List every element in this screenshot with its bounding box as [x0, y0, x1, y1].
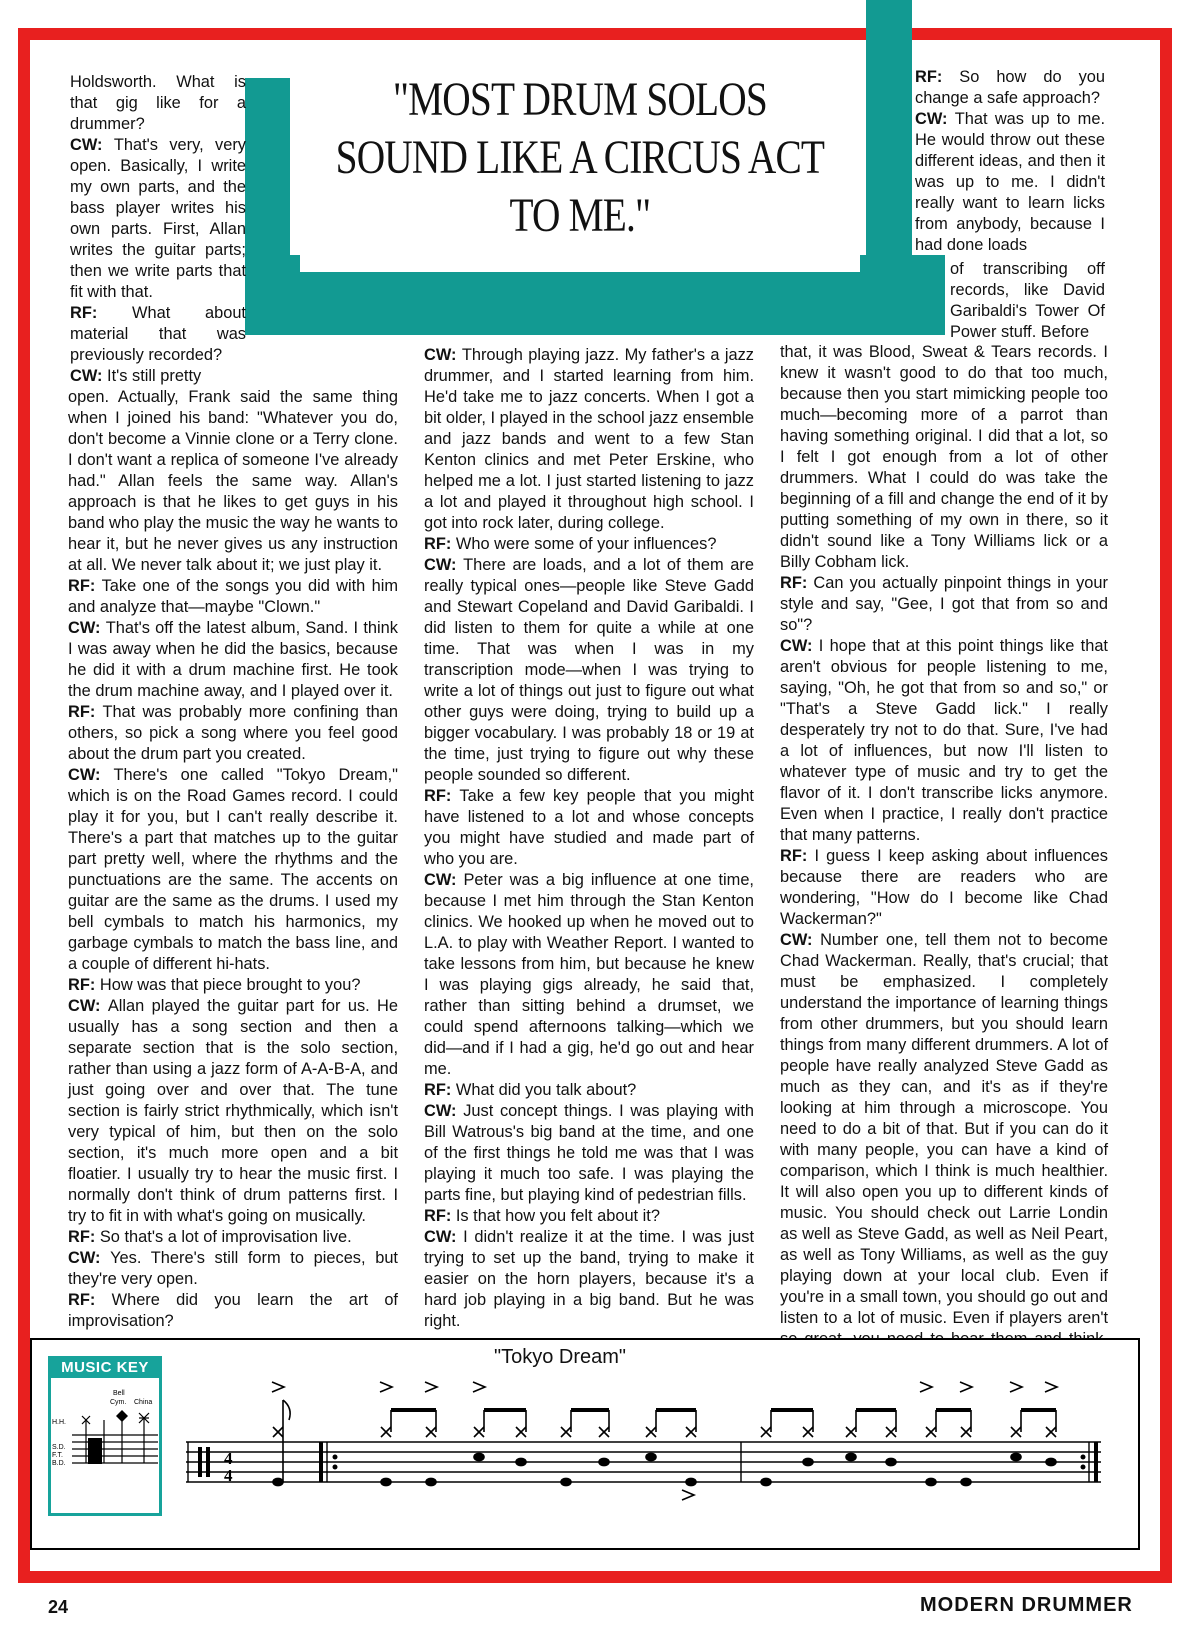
speaker-label: CW: [70, 367, 108, 385]
paragraph-text: open. Actually, Frank said the same thing when I joined his band: "Whatever you do, don't become a Vinnie clone or a Terry clone. I don't want a replica of someone I've already had." Allan feels the same way. Allan's approach is that he likes to get guys in his band who play the music the way he wants to hear it, but he never gives us any instruction at all. We never talk about it; we just play it. [68, 388, 398, 574]
paragraph [68, 1290, 398, 1332]
paragraph-text: I guess I keep asking about influences because there are readers who are wondering, "How do I become like Chad Wackerman?" [780, 847, 1108, 928]
paragraph-text: That was up to me. He would throw out these different ideas, and then it was up to me. I didn't really want to learn licks from anybody, because I had done loads [915, 110, 1105, 254]
paragraph [70, 303, 246, 366]
paragraph-text: That was probably more confining than others, so pick a song where you feel good about the drum part you created. [68, 703, 398, 763]
paragraph [424, 786, 754, 870]
notation-title: "Tokyo Dream" [493, 1346, 626, 1368]
key-label-china: China [134, 1399, 153, 1406]
paragraph-text: Take one of the songs you did with him and analyze that—maybe "Clown." [68, 577, 398, 616]
key-label-bell: Bell [113, 1390, 125, 1397]
column-3-middle [950, 259, 1105, 343]
paragraph-text: What about material that was previously recorded? [70, 304, 246, 364]
paragraph-text: Yes. There's still form to pieces, but they're very open. [68, 1249, 398, 1288]
paragraph [780, 573, 1108, 636]
paragraph [950, 259, 1105, 343]
paragraph [780, 636, 1108, 846]
column-3-top [915, 67, 1105, 256]
paragraph [424, 534, 754, 555]
speaker-label: CW: [68, 997, 108, 1015]
magazine-name: MODERN DRUMMER [920, 1594, 1133, 1616]
paragraph-text: Who were some of your influences? [455, 535, 717, 553]
paragraph [424, 1101, 754, 1206]
key-label-bd: B.D. [52, 1460, 66, 1467]
paragraph-text: How was that piece brought to you? [99, 976, 361, 994]
paragraph [70, 72, 246, 135]
paragraph-text: I didn't realize it at the time. I was just trying to set up the band, trying to make it easier on the horn players, because it's a hard job playing in a big band. But he was right. [424, 1228, 754, 1330]
paragraph [424, 1080, 754, 1101]
paragraph-text: Number one, tell them not to become Chad Wackerman. Really, that's crucial; that must be emphasized. I completely understand the importance of learning things from other drummers, but you should learn things from many different drummers. A lot of people have really analyzed Steve Gadd as much as they can, and it's as if they're looking at him through a microscope. You need to do a bit of that. But if you can do it with many people, you can have a kind of comparison, which I think is much healthier. It will also open you up to different kinds of music. You should check out Larrie Londin as well as Steve Gadd, as well as Neil Peart, as well as Tony Williams, as well as the guy playing down at your local club. Even if you're in a small town, you should go out and listen to a lot of music. Even if players aren't [780, 931, 1108, 1327]
paragraph-text: Take a few key people that you might have listened to a lot and whose concepts you might have studied and made part of who you are. [424, 787, 754, 868]
speaker-label: RF: [424, 787, 460, 805]
paragraph [424, 555, 754, 786]
speaker-label: CW: [780, 931, 821, 949]
speaker-label: RF: [424, 1207, 456, 1225]
paragraph [70, 366, 246, 387]
paragraph [424, 1227, 754, 1332]
svg-text:4: 4 [224, 1466, 233, 1485]
pull-quote-line: TO ME." [509, 189, 651, 242]
speaker-label: CW: [70, 136, 114, 154]
paragraph-text: That's very, very open. Basically, I write my own parts, and the bass player writes his own parts. First, Allan writes the guitar parts; then we write parts that fit with that. [70, 136, 247, 301]
column-3-bottom [780, 342, 1108, 1371]
paragraph [780, 846, 1108, 930]
paragraph-text: Peter was a big influence at one time, because I met him through the Stan Kenton clinics. We hooked up when he moved out to L.A. to play with Weather Report. I wanted to take lessons from him, but because he knew I was playing gigs already, he said that, rather than sitting behind a drumset, we could spend afternoons talking—which we did—and if I had a gig, he'd go out and hear me. [424, 871, 754, 1078]
paragraph [68, 996, 398, 1227]
key-label-cym: Cym. [110, 1399, 127, 1406]
paragraph-text: That's off the latest album, Sand. I think I was away when he did the basics, because he did it with a drum machine first. He took the drum machine away, and I played over it. [68, 619, 398, 700]
pull-quote-line: "MOST DRUM SOLOS [392, 73, 768, 126]
paragraph [68, 618, 398, 702]
speaker-label: RF: [424, 1081, 456, 1099]
speaker-label: RF: [68, 703, 103, 721]
column-2 [424, 345, 754, 1332]
paragraph [68, 1227, 398, 1248]
paragraph-text: Allan played the guitar part for us. He usually has a song section and then a separate section that is the solo section, rather than using a jazz form of A-A-B-A, and just going over and over that. The tune section is fairly strict rhythmically, which isn't very typical of him, but then on the solo section, it's much more open and a bit floatier. I usually try to hear the music first. I normally don't think of drum patterns first. I try to fit in with what's going on musically. [68, 997, 398, 1225]
paragraph-text: Where did you learn the art of improvisation? [68, 1291, 398, 1330]
column-1-top [70, 72, 246, 387]
paragraph [424, 345, 754, 534]
speaker-label: RF: [70, 304, 133, 322]
speaker-label: RF: [424, 535, 456, 553]
paragraph [68, 576, 398, 618]
paragraph-text: There are loads, and a lot of them are really typical ones—people like Steve Gadd and Stewart Copeland and David Garibaldi. I did listen to them for quite a while at one time. That was when I was in my transcription mode—when I was trying to write a lot of things out just to figure out what other guys were doing, trying to build up a bigger vocabulary. I was probably 18 or 19 at the time, just trying to figure out why these people sounded so different. [424, 556, 754, 784]
paragraph [68, 702, 398, 765]
speaker-label: CW: [424, 1102, 464, 1120]
key-label-hh: H.H. [52, 1419, 66, 1426]
paragraph-text: What did you talk about? [455, 1081, 637, 1099]
speaker-label: RF: [68, 976, 100, 994]
column-1-bottom [68, 387, 398, 1332]
paragraph-text: So how do you change a safe approach? [915, 68, 1105, 107]
music-key-diagram [48, 1380, 162, 1516]
paragraph [424, 1206, 754, 1227]
speaker-label: CW: [424, 1228, 464, 1246]
music-key-title: MUSIC KEY [51, 1358, 159, 1378]
drum-notation-staff [186, 1380, 1106, 1515]
paragraph [68, 1248, 398, 1290]
paragraph [780, 342, 1108, 573]
speaker-label: CW: [68, 619, 106, 637]
paragraph [424, 870, 754, 1080]
speaker-label: RF: [68, 577, 102, 595]
speaker-label: CW: [424, 346, 462, 364]
paragraph-text: It's still pretty [107, 367, 202, 385]
paragraph-text: of transcribing off records, like David Garibaldi's Tower Of Power stuff. Before [950, 260, 1105, 341]
speaker-label: RF: [68, 1291, 112, 1309]
speaker-label: CW: [780, 637, 819, 655]
paragraph-text: So that's a lot of improvisation live. [99, 1228, 352, 1246]
pull-quote-line: SOUND LIKE A CIRCUS ACT [335, 131, 825, 184]
speaker-label: CW: [915, 110, 955, 128]
paragraph [70, 135, 246, 303]
speaker-label: RF: [780, 574, 814, 592]
key-label-ft: F.T. [52, 1452, 63, 1459]
speaker-label: CW: [68, 766, 114, 784]
speaker-label: RF: [68, 1228, 100, 1246]
speaker-label: CW: [424, 556, 464, 574]
pull-quote [300, 44, 860, 272]
paragraph-text: that, it was Blood, Sweat & Tears records. I knew it wasn't good to do that too much, because then you start mimicking people too much—becoming more of a parrot than having something original. I did that a lot, so I felt I got enough from a lot of other drummers. What I could do was take the beginning of a fill and change the end of it by putting something of my own in there, so it didn't sound like a Tony Williams lick or a Billy Cobham lick. [780, 343, 1108, 571]
paragraph [780, 930, 1108, 1371]
paragraph-text: Can you actually pinpoint things in your style and say, "Gee, I got that from so and so"? [780, 574, 1108, 634]
paragraph-text: Is that how you felt about it? [455, 1207, 660, 1225]
svg-text:4: 4 [224, 1449, 233, 1468]
speaker-label: CW: [68, 1249, 111, 1267]
paragraph-text: Holdsworth. What is that gig like for a drummer? [70, 73, 246, 133]
quote-bar-right [866, 0, 912, 335]
speaker-label: RF: [915, 68, 960, 86]
paragraph [68, 975, 398, 996]
speaker-label: CW: [424, 871, 464, 889]
paragraph-text: Through playing jazz. My father's a jazz drummer, and I started learning from him. He'd take me to jazz concerts. When I got a bit older, I played in the school jazz ensemble and jazz bands and went to a few Stan Kenton clinics and met Peter Erskine, who helped me a lot. I just started listening to jazz a lot and played it throughout high school. I got into rock later, during college. [424, 346, 754, 532]
paragraph-text: Just concept things. I was playing with Bill Watrous's big band at the time, and one of the first things he told me was that I was playing it much too safe. I was playing the parts fine, but playing kind of pedestrian fills. [424, 1102, 754, 1204]
paragraph [915, 67, 1105, 109]
paragraph [68, 765, 398, 975]
key-label-sd: S.D. [52, 1444, 66, 1451]
paragraph [915, 109, 1105, 256]
paragraph-text: There's one called "Tokyo Dream," which is on the Road Games record. I could play it for you, but I can't really describe it. There's a part that matches up to the guitar part pretty well, where the rhythms and the punctuations are the same. The accents on guitar are the same as the drums. I used my bell cymbals to match his harmonics, my garbage cymbals to match the bass line, and a couple of different hi-hats. [68, 766, 399, 973]
speaker-label: RF: [780, 847, 815, 865]
paragraph [68, 387, 398, 576]
paragraph-text: I hope that at this point things like that aren't obvious for people listening to me, saying, "Oh, he got that from so and so," or "That's a Steve Gadd lick." I really desperately try not to do that. Sure, I've had a lot of influences, but now I'll listen to whatever type of music and try to get the flavor of it. I don't transcribe licks anymore. Even when I practice, I really don't practice that many patterns. [780, 637, 1108, 844]
page-number: 24 [48, 1597, 69, 1617]
